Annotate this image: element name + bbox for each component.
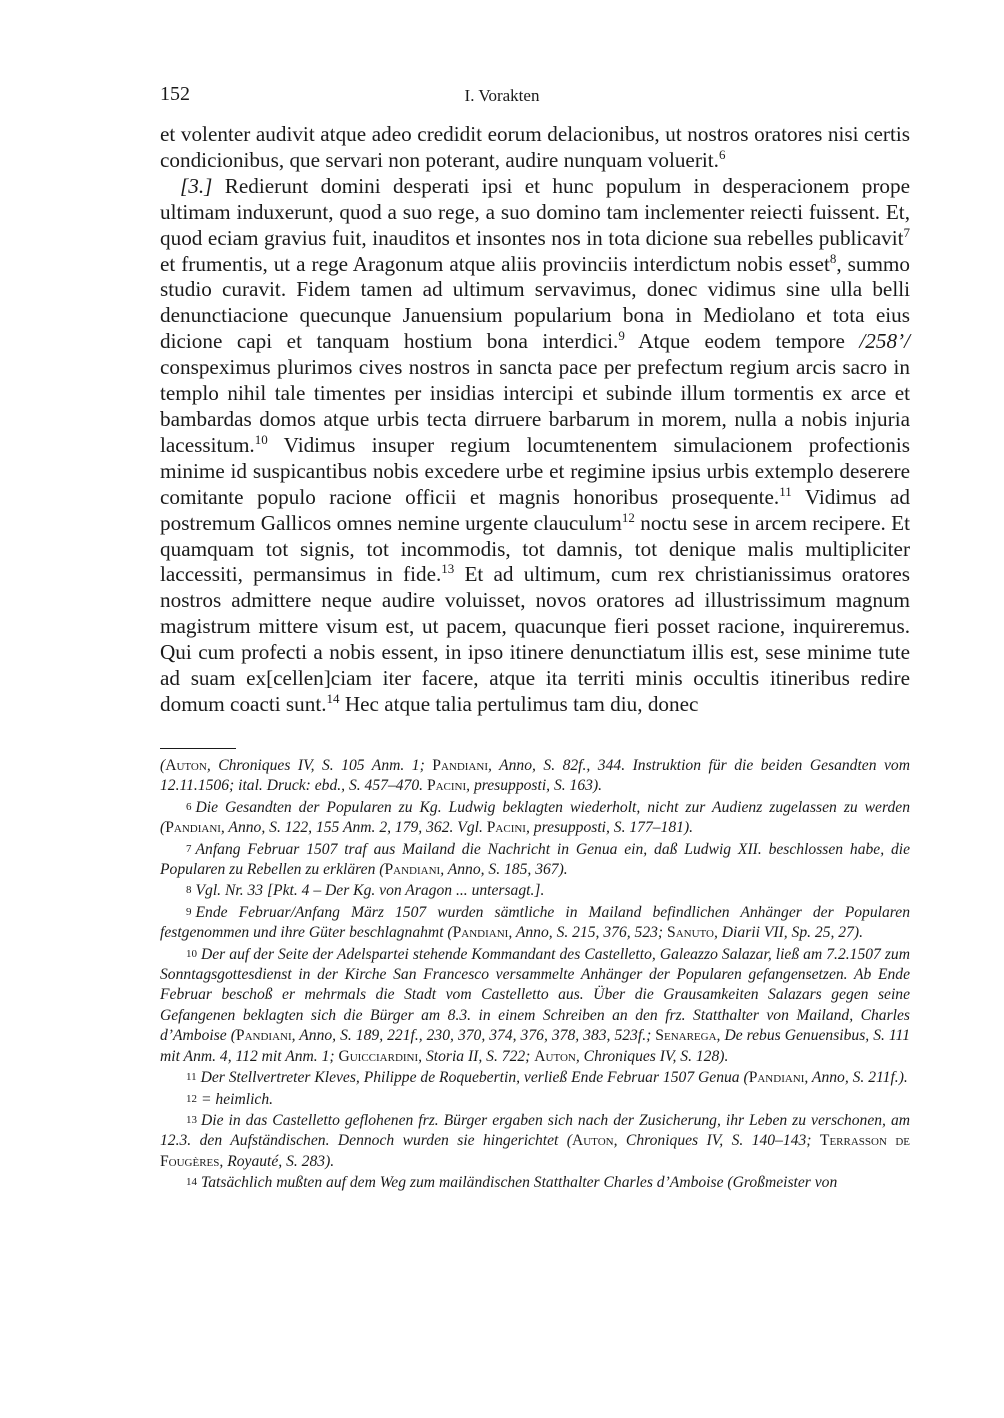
section-marker: [3.]	[180, 173, 213, 198]
footnote-ref-11[interactable]: 11	[779, 483, 792, 499]
paragraph-1: et volenter audivit atque adeo credidit eorum delacionibus, ut nostros oratores nisi certis condicionibus, que servari non poterant, audire nunquam voluerit.$^6$	[160, 122, 910, 172]
footnote-11: 11 Der Stellvertreter Kleves, Philippe de Roquebertin, verließ Ende Februar 1507 Genua (Pandiani, Anno, S. 211f.).	[186, 1069, 908, 1087]
footnote-ref-8[interactable]: 8	[829, 250, 837, 266]
footnote-ref-7[interactable]: 7	[903, 224, 910, 240]
footnote-ref-13[interactable]: 13	[441, 561, 455, 577]
footnote-ref-9[interactable]: 9	[618, 328, 625, 344]
footnote-divider	[160, 748, 236, 749]
footnote-ref-10[interactable]: 10	[254, 431, 268, 447]
footnote-ref-6[interactable]: 6	[718, 146, 726, 162]
footnote-10: 10 Der auf der Seite der Adelspartei stehende Kommandant des Castelletto, Galeazzo Salazar, ließ am 7.2.1507 zum Sonntagsgottesdienst in der Kirche San Francesco versammelte Anhänger der Popularen gefangensetzen. Ab Ende Februar beschoß er mehrmals die Stadt vom Castelletto aus. Über die Grausamkeiten Salazars gegen seine Gefangenen beklagten sich die Bürger am 8.3. in einem Schreiben an den frz. Statthalter von Mailand, Charles d’Amboise (Pandiani, Anno, S. 189, 221f., 230, 370, 374, 376, 378, 383, 523f.; Senarega, De rebus Genuensibus, S. 111 mit Anm. 4, 112 mit Anm. 1; Guicciardini, Storia II, S. 722; Auton, Chroniques IV, S. 128).	[160, 945, 910, 1065]
footnote-ref-12[interactable]: 12	[621, 509, 635, 525]
footnote-13: 13 Die in das Castelletto geflohenen frz. Bürger ergaben sich nach der Zusicherung, ihr Leben zu verschonen, am 12.3. den Aufständischen. Dennoch wurden sie hingerichtet (Auton, Chroniques IV, S. 140–143; Terrasson de Fougères, Royauté, S. 283).	[160, 1111, 910, 1170]
footnote-6: 6 Die Gesandten der Popularen zu Kg. Ludwig beklagten wiederholt, nicht zur Audienz zugelassen zu werden (Pandiani, Anno, S. 122, 155 Anm. 2, 179, 362. Vgl. Pacini, presupposti, S. 177–181).	[160, 798, 910, 837]
footnotes	[160, 756, 910, 1194]
footnote-ref-14[interactable]: 14	[326, 690, 340, 706]
folio-marker: /258’/	[859, 329, 910, 354]
footnote-8: 8 Vgl. Nr. 33 [Pkt. 4 – Der Kg. von Aragon ... untersagt.].	[186, 882, 545, 900]
paragraph-2: [3.] Redierunt domini desperati ipsi et hunc populum in desperacionem prope ultimam induxerunt, quod a suo rege, a suo domino tam inclementer reiecti fuissent. Et, quod eciam gravius fuit, inauditos et insontes nos in tota dicione sua rebelles publicavit$^7$ et frumentis, ut a rege Aragonum atque aliis provinciis interdictum nobis esset$^8$, summo studio curavit. Fidem tamen ad ultimum servavimus, donec vidimus sine ulla belli denunctiacione quecunque Januensium popularium bona in Mediolano et tota eius dicione capi et tanquam hostium bona interdici.$^9$ Atque eodem tempore /258’/ conspeximus plurimos cives nostros in sancta pace per prefectum regium arcis sacro in templo nihil tale timentes per insidias intercipi et subinde illum tormentis ex arce et bambardas domos atque urbis tecta dirruere barbarum in morem, nulla a nobis injuria lacessitum.$^{10}$ Vidimus insuper regium locumtenentem simulacionem profectionis minime id suspicantibus nobis excedere urbe et regimine ipsius urbis extemplo deserere comitante populo racione officii et magnis honoribus prosequente.$^{11}$ Vidimus ad postremum Gallicos omnes nemine urgente clauculum$^{12}$ noctu sese in arcem recipere. Et quamquam tot signis, tot incommodis, tot damnis, tot denique malis multipliciter laccessiti, permansimus in fide.$^{13}$ Et ad ultimum, cum rex christianissimus oratores nostros admittere neque audire voluisset, novos oratores ad illustrissimum magnum magistrum mittere visum est, ut pacem, quacunque fieri posset racione, inquireremus. Qui cum profecti a nobis essent, in ipso itinere denunctiatum illis est, sese minime tute ad suam ex[cellen]ciam iter facere, atque ita territi minis occultis itineribus redire domum coacti sunt.$^{14}$ Hec atque talia pertulimus tam diu, donec	[160, 173, 910, 716]
page-number: 152	[160, 83, 190, 105]
running-title: I. Vorakten	[464, 86, 540, 105]
footnote-14: 14 Tatsächlich mußten auf dem Weg zum mailändischen Statthalter Charles d’Amboise (Großmeister von	[186, 1174, 838, 1192]
footnote-12: 12 = heimlich.	[186, 1090, 274, 1108]
footnote-9: 9 Ende Februar/Anfang März 1507 wurden sämtliche in Mailand befindlichen Anhänger der Popularen festgenommen und ihre Güter beschlagnahmt (Pandiani, Anno, S. 215, 376, 523; Sanuto, Diarii VII, Sp. 25, 27).	[160, 903, 910, 942]
main-text	[160, 122, 910, 718]
footnote-continuation: (Auton, Chroniques IV, S. 105 Anm. 1; Pandiani, Anno, S. 82f., 344. Instruktion für die beiden Gesandten vom 12.11.1506; ital. Druck: ebd., S. 457–470. Pacini, presupposti, S. 163).	[160, 757, 910, 795]
footnote-7: 7 Anfang Februar 1507 traf aus Mailand die Nachricht in Genua ein, daß Ludwig XII. beschlossen habe, die Popularen zu Rebellen zu erklären (Pandiani, Anno, S. 185, 367).	[160, 840, 910, 879]
